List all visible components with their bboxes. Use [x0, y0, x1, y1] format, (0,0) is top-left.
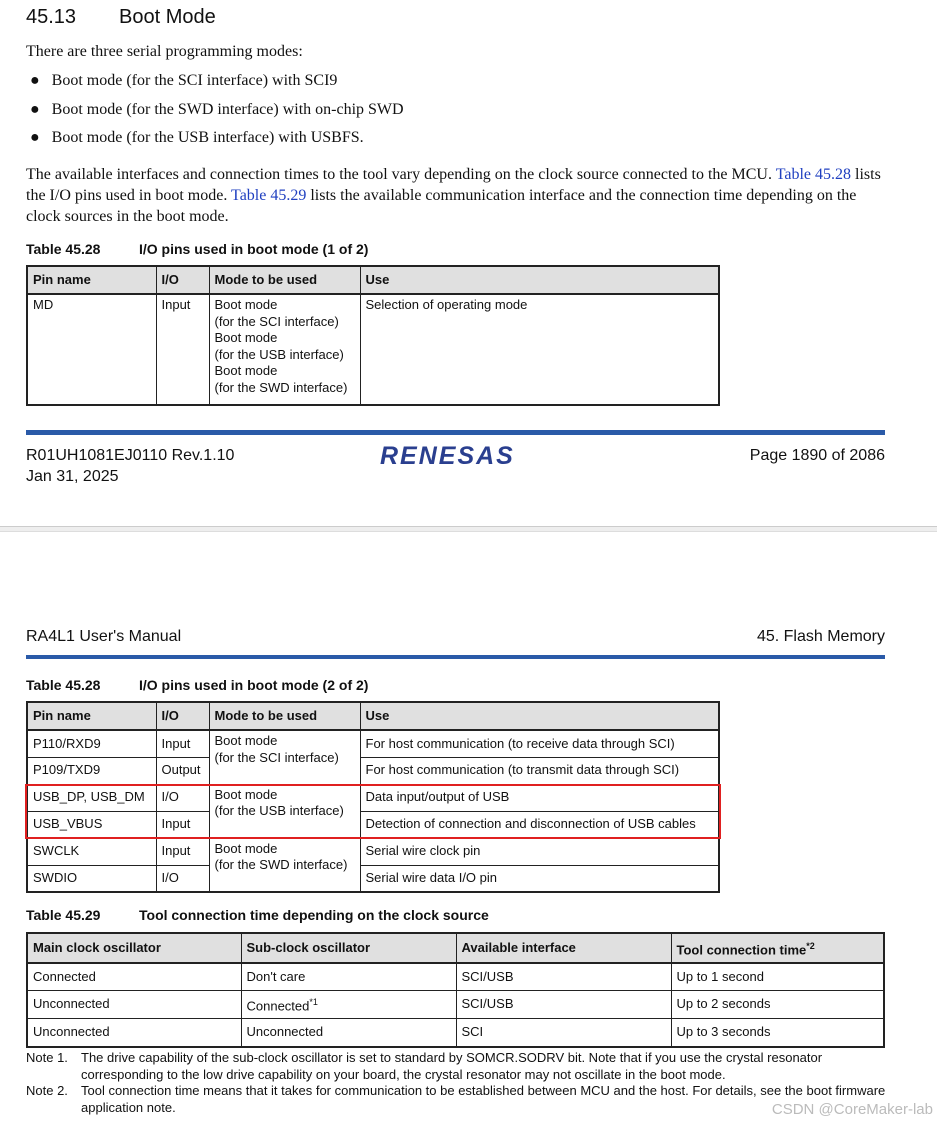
note-text: Tool connection time means that it takes for communication to be established between MCU and the host. For details, see the boot firmware application note.: [81, 1083, 886, 1115]
doc-id: R01UH1081EJ0110 Rev.1.10: [26, 447, 235, 464]
cell-use: Detection of connection and disconnection of USB cables: [360, 811, 719, 838]
header-rule: [26, 655, 885, 659]
cell-pin: P109/TXD9: [27, 757, 156, 784]
cell-use: Serial wire clock pin: [360, 838, 719, 865]
col-header: Mode to be used: [209, 702, 360, 730]
table-number: Table 45.28: [26, 241, 101, 257]
mode-line: (for the SWD interface): [214, 379, 348, 395]
mode-line: (for the SCI interface): [214, 749, 339, 765]
cell-use: For host communication (to transmit data through SCI): [360, 757, 719, 784]
cell-pin: MD: [27, 294, 156, 405]
cell-io: I/O: [156, 784, 209, 811]
cell-pin: USB_VBUS: [27, 811, 156, 838]
chapter-title: 45. Flash Memory: [756, 628, 885, 645]
table-caption: [26, 907, 489, 923]
col-header: I/O: [156, 266, 209, 294]
para-text: lists the available communication interface and the connection time depending on the clock sources in the boot mode.: [26, 187, 857, 225]
cell-main: Unconnected: [27, 1018, 241, 1047]
table-row: [27, 865, 719, 892]
mode-line: Boot mode: [214, 330, 278, 345]
note-text: The drive capability of the sub-clock oscillator is set to standard by SOMCR.SODRV bit. Note that if you use the crystal resonator corresponding to the low drive capability on your board, the crystal resonator may not oscillate in the boot mode.: [81, 1050, 823, 1082]
cell-time: Up to 2 seconds: [671, 990, 884, 1018]
mode-line: Boot mode: [214, 297, 278, 312]
table-title: Tool connection time depending on the clock source: [139, 907, 489, 923]
cell-mode: [209, 730, 360, 784]
cell-io: Input: [156, 294, 209, 405]
note-label: Note 1.: [26, 1050, 68, 1065]
body-paragraph: [26, 164, 886, 227]
sub-text: Connected: [246, 997, 310, 1013]
cell-iface: SCI/USB: [456, 990, 671, 1018]
col-header: Main clock oscillator: [27, 933, 241, 963]
cell-iface: SCI: [456, 1018, 671, 1047]
tool-connection-table: [26, 932, 885, 1048]
table-caption: [26, 677, 368, 693]
cell-time: Up to 1 second: [671, 963, 884, 990]
footnote-ref: *1: [309, 996, 318, 1007]
usb-rows-highlight: [25, 784, 721, 839]
col-header: Use: [360, 702, 719, 730]
table-number: Table 45.28: [26, 677, 101, 693]
col-header: Pin name: [27, 702, 156, 730]
col-header: Available interface: [456, 933, 671, 963]
section-number: 45.13: [26, 6, 77, 28]
section-heading: [26, 6, 216, 29]
doc-date: Jan 31, 2025: [26, 468, 119, 485]
cell-iface: SCI/USB: [456, 963, 671, 990]
col-header: Pin name: [27, 266, 156, 294]
cell-sub: [241, 1018, 456, 1047]
bullet-text: Boot mode (for the SWD interface) with on-chip SWD: [51, 100, 404, 118]
table-number: Table 45.29: [26, 907, 101, 923]
cell-mode: [209, 838, 360, 892]
bullet-list: [30, 70, 630, 156]
cell-main: Connected: [27, 963, 241, 990]
table-row: [27, 990, 884, 1018]
cell-time: Up to 3 seconds: [671, 1018, 884, 1047]
cell-use: For host communication (to receive data through SCI): [360, 730, 719, 757]
note-label: Note 2.: [26, 1083, 68, 1098]
cell-pin: P110/RXD9: [27, 730, 156, 757]
watermark: CSDN @CoreMaker-lab: [771, 1101, 933, 1118]
cell-sub: [241, 963, 456, 990]
table-row: [27, 1018, 884, 1047]
table-45-29-link[interactable]: Table 45.29: [231, 187, 307, 204]
header-text: Tool connection time: [676, 941, 807, 957]
cell-pin: SWCLK: [27, 838, 156, 865]
cell-io: Input: [156, 811, 209, 838]
table-row: [27, 963, 884, 990]
page-separator: [0, 526, 937, 532]
sub-text: Don't care: [246, 968, 306, 984]
col-header: [671, 933, 884, 963]
cell-io: Input: [156, 730, 209, 757]
table-caption: [26, 241, 368, 257]
bullet-text: Boot mode (for the USB interface) with USBFS.: [51, 129, 364, 146]
para-text: lists the I/O pins used in boot mode.: [26, 166, 881, 204]
para-text: The available interfaces and connection times to the tool vary depending on the clock source connected to the MCU.: [26, 166, 772, 183]
bullet-text: Boot mode (for the SCI interface) with SCI9: [51, 72, 338, 89]
io-pins-table-1: [26, 265, 720, 406]
footer-rule: [26, 430, 885, 435]
mode-line: (for the SCI interface): [214, 313, 339, 329]
bullet-item: ● Boot mode (for the SCI interface) with SCI9: [30, 72, 338, 89]
mode-line: Boot mode: [214, 840, 278, 856]
cell-main: Unconnected: [27, 990, 241, 1018]
cell-use: Selection of operating mode: [360, 294, 719, 405]
mode-line: (for the USB interface): [214, 346, 344, 362]
table-45-28-link[interactable]: Table 45.28: [775, 166, 851, 183]
cell-use: Data input/output of USB: [360, 784, 719, 811]
cell-io: Input: [156, 838, 209, 865]
bullet-item: ● Boot mode (for the USB interface) with USBFS.: [30, 129, 364, 146]
section-title: Boot Mode: [119, 6, 216, 28]
renesas-logo: RENESAS: [380, 442, 515, 470]
table-row: [27, 294, 719, 405]
sub-text: Unconnected: [246, 1024, 324, 1039]
note-1: [26, 1050, 886, 1083]
cell-mode: [209, 294, 360, 405]
intro-text: There are three serial programming modes:: [26, 43, 303, 60]
col-header: I/O: [156, 702, 209, 730]
table-row: [27, 730, 719, 757]
mode-line: Boot mode: [214, 733, 278, 748]
col-header: Mode to be used: [209, 266, 360, 294]
page-number: Page 1890 of 2086: [749, 447, 885, 464]
table-row: [27, 757, 719, 784]
footnote-ref: *2: [806, 940, 815, 951]
mode-line: (for the SWD interface): [214, 857, 348, 872]
mode-line: (for the USB interface): [214, 803, 344, 818]
col-header: Sub-clock oscillator: [241, 933, 456, 963]
mode-line: Boot mode: [214, 786, 278, 802]
col-header: Use: [360, 266, 719, 294]
table-row: [27, 838, 719, 865]
manual-title: RA4L1 User's Manual: [26, 628, 182, 645]
table-notes: [26, 1050, 886, 1116]
cell-sub: [241, 990, 456, 1018]
mode-line: Boot mode: [214, 363, 278, 378]
cell-io: I/O: [156, 865, 209, 892]
cell-io: Output: [156, 757, 209, 784]
bullet-item: ● Boot mode (for the SWD interface) with on-chip SWD: [30, 100, 404, 118]
note-2: [26, 1083, 886, 1116]
cell-use: Serial wire data I/O pin: [360, 865, 719, 892]
table-title: I/O pins used in boot mode (2 of 2): [139, 677, 369, 693]
cell-pin: USB_DP, USB_DM: [27, 784, 156, 811]
cell-pin: SWDIO: [27, 865, 156, 892]
table-title: I/O pins used in boot mode (1 of 2): [139, 241, 369, 257]
